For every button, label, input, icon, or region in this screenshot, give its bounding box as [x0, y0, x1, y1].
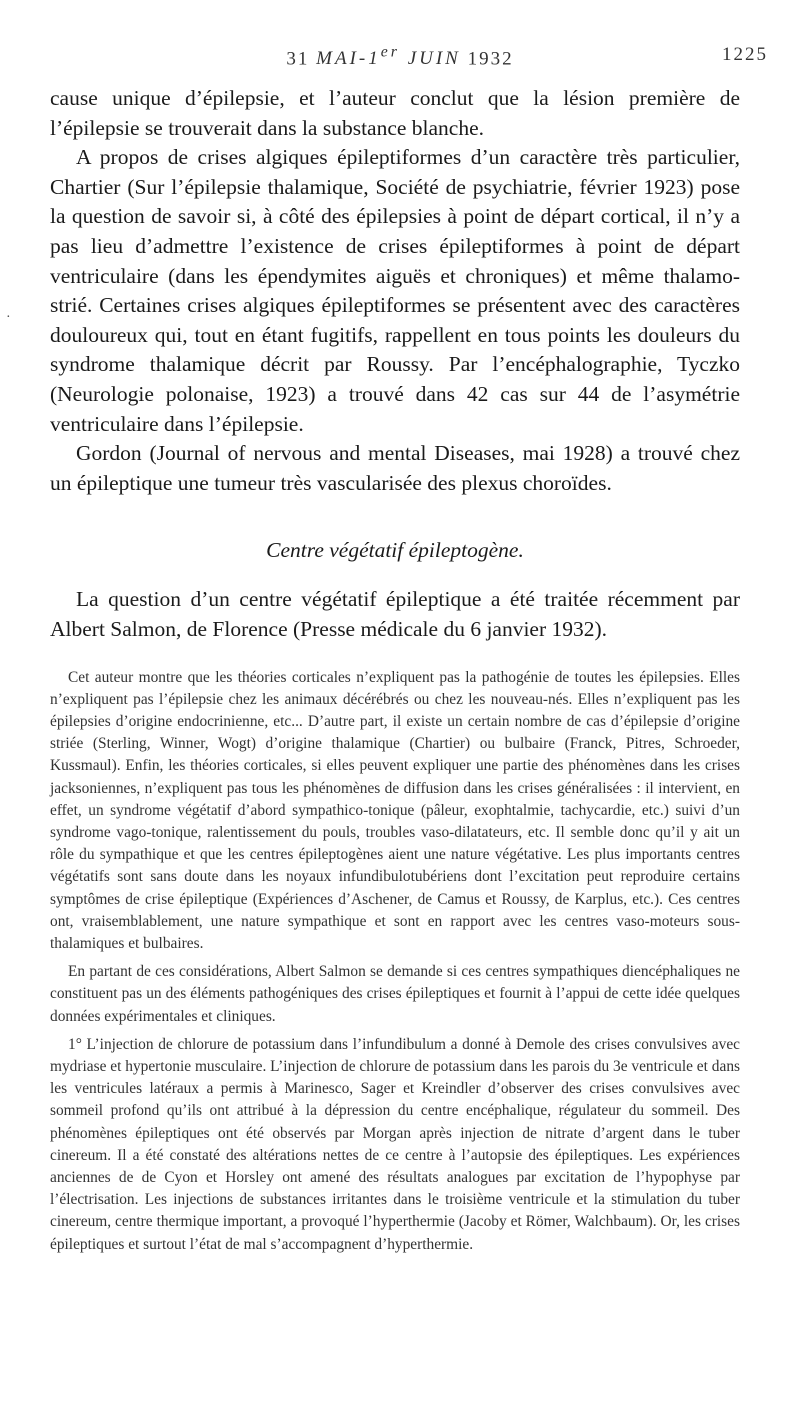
small-print-block	[50, 667, 740, 1256]
small-paragraph-2: En partant de ces considérations, Albert Salmon se demande si ces centres sympathiques diencéphaliques ne constituent pas un des éléments pathogéniques des crises épileptiques et fournit à l’appui de cette idée quelques données expérimentales et cliniques.	[50, 963, 740, 1025]
section-intro: La question d’un centre végétatif épileptique a été traitée récemment par Albert Salmon, de Florence (Presse médicale du 6 janvier 1932).	[50, 587, 740, 641]
small-paragraph-1: Cet auteur montre que les théories corticales n’expliquent pas la pathogénie de toutes les épilepsies. Elles n’expliquent pas l’épilepsie chez les animaux décérébrés ou chez les nouveau-nés. Elles n’expliquent pas les épilepsies d’origine endocrinienne, etc... D’autre part, il existe un certain nombre de cas d’épilepsie d’origine striée (Sterling, Winner, Wogt) d’origine thalamique (Chartier) ou bulbaire (Franck, Pitres, Schroeder, Kussmaul). Enfin, les théories corticales, si elles peuvent expliquer une partie des phénomènes dans les crises jacksoniennes, n’expliquent pas tous les phénomènes de diffusion dans les crises généralisées : il intervient, en effet, un syndrome végétatif d’abord sympathico-tonique (pâleur, exophtalmie, tachycardie, etc.) suivi d’un syndrome vago-tonique, ralentissement du pouls, troubles vaso-dilatateurs, etc. Il semble donc qu’il y ait un rôle du sympathique et que les centres épileptogènes aient une nature végétative. Les plus importants centres végétatifs sont sans doute dans les noyaux infundibulotubériens dont l’excitation peut reproduire certains symptômes de crise épileptique (Expériences d’Aschener, de Camus et Roussy, de Karplus, etc.). Ces centres ont, vraisemblablement, une nature sympathique et sont en rapport avec les centres vaso-moteurs sous-thalamiques et bulbaires.	[50, 668, 740, 952]
header-day: 31	[286, 48, 317, 70]
page-number: 1225	[722, 44, 768, 65]
paragraph-1: cause unique d’épilepsie, et l’auteur conclut que la lésion première de l’épilepsie se trouverait dans la substance blanche.	[50, 86, 740, 140]
main-text	[50, 84, 740, 498]
header-sup: er	[380, 44, 400, 61]
header-month-text: MAI-1	[316, 48, 381, 70]
paragraph-2: A propos de crises algiques épileptiformes d’un caractère très particulier, Chartier (Sur l’épilepsie thalamique, Société de psychiatrie, février 1923) pose la question de savoir si, à côté des épilepsies à point de départ cortical, il n’y a pas lieu d’admettre l’existence de crises épileptiformes à point de départ ventriculaire (dans les épendymites aiguës et chroniques) et même thalamo-strié. Certaines crises algiques épileptiformes se présentent avec des caractères douloureux qui, tout en étant fugitifs, rappellent en tous points les douleurs du syndrome thalamique décrit par Roussy. Par l’encéphalographie, Tyczko (Neurologie polonaise, 1923) a trouvé dans 42 cas sur 44 de l’asymétrie ventriculaire dans l’épilepsie.	[50, 145, 740, 436]
section-intro-block	[50, 585, 740, 644]
section-title: Centre végétatif épileptogène.	[266, 538, 524, 563]
header-year: 1932	[460, 48, 514, 70]
page-body	[50, 84, 740, 1256]
margin-mark: ·	[6, 310, 11, 325]
paragraph-3: Gordon (Journal of nervous and mental Diseases, mai 1928) a trouvé chez un épileptique une tumeur très vascularisée des plexus choroïdes.	[50, 441, 740, 495]
header-month-2: JUIN	[399, 48, 461, 70]
header-date	[0, 44, 800, 70]
small-paragraph-3: 1° L’injection de chlorure de potassium dans l’infundibulum a donné à Demole des crises convulsives avec mydriase et hypertonie musculaire. L’injection de chlorure de potassium dans les parois du 3e ventricule et dans les ventricules latéraux a permis à Marinesco, Sager et Kreindler d’observer des crises convulsives avec sommeil profond qu’ils ont attribué à la dépression du centre encéphalique, régulateur du sommeil. Des phénomènes épileptiques ont été observés par Morgan après injection de nitrate d’argent dans le tuber cinereum. Il a été constaté des altérations nettes de ce centre à l’autopsie des épileptiques. Les expériences anciennes de de Cyon et Horsley ont amené des résultats analogues par excitation de l’hypophyse par l’électrisation. Les injections de substances irritantes dans le troisième ventricule et la stimulation du tuber cinereum, centre thermique important, a provoqué l’hyperthermie (Jacoby et Römer, Walchbaum). Or, les crises épileptiques et surtout l’état de mal s’accompagnent d’hyperthermie.	[50, 1035, 740, 1253]
header-month	[316, 44, 461, 70]
